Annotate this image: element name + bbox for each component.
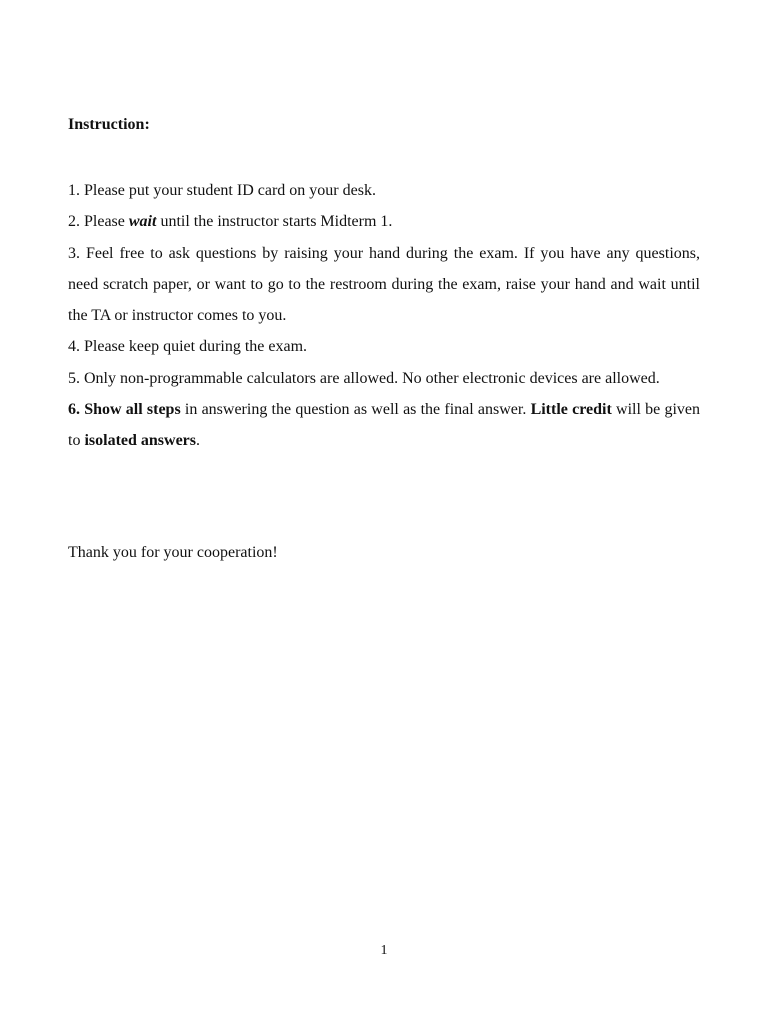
item-text: Only non-programmable calculators are allowed. No other electronic devices are allowed. bbox=[84, 369, 660, 387]
item-bold-lead: Show all steps bbox=[84, 401, 181, 419]
item-text: Please put your student ID card on your desk. bbox=[84, 182, 376, 199]
item-number: 6. bbox=[68, 401, 80, 419]
instruction-item-1 bbox=[68, 175, 700, 206]
item-emphasis: wait bbox=[128, 213, 157, 231]
item-number: 4. bbox=[68, 338, 80, 356]
item-number: 3. bbox=[68, 244, 80, 262]
item-number: 2. bbox=[68, 213, 80, 231]
page-number: 1 bbox=[380, 943, 388, 958]
item-text: Please bbox=[84, 213, 125, 231]
instruction-item-5 bbox=[68, 363, 700, 394]
instruction-heading: Instruction: bbox=[68, 116, 150, 133]
instruction-item-2 bbox=[68, 206, 700, 237]
item-bold-isolated: isolated answers bbox=[84, 432, 197, 450]
item-period: . bbox=[196, 432, 201, 450]
item-text: will be given to bbox=[68, 401, 700, 450]
closing-text: Thank you for your cooperation! bbox=[68, 544, 278, 561]
item-bold-credit: Little credit bbox=[530, 401, 612, 419]
item-text: Please keep quiet during the exam. bbox=[84, 338, 308, 356]
item-text: Feel free to ask questions by raising your hand during the exam. If you have any questions, need scratch paper, or want to go to the restroom during the exam, raise your hand and wait until the TA or instructor comes to you. bbox=[68, 244, 701, 325]
item-text: in answering the question as well as the final answer. bbox=[184, 401, 527, 419]
item-number: 5. bbox=[68, 369, 80, 387]
instruction-item-3 bbox=[68, 238, 700, 332]
instruction-list bbox=[68, 175, 700, 457]
instruction-item-6 bbox=[68, 394, 700, 457]
instruction-item-4 bbox=[68, 331, 700, 362]
item-number: 1. bbox=[68, 182, 80, 199]
item-text: until the instructor starts Midterm 1. bbox=[160, 213, 393, 231]
